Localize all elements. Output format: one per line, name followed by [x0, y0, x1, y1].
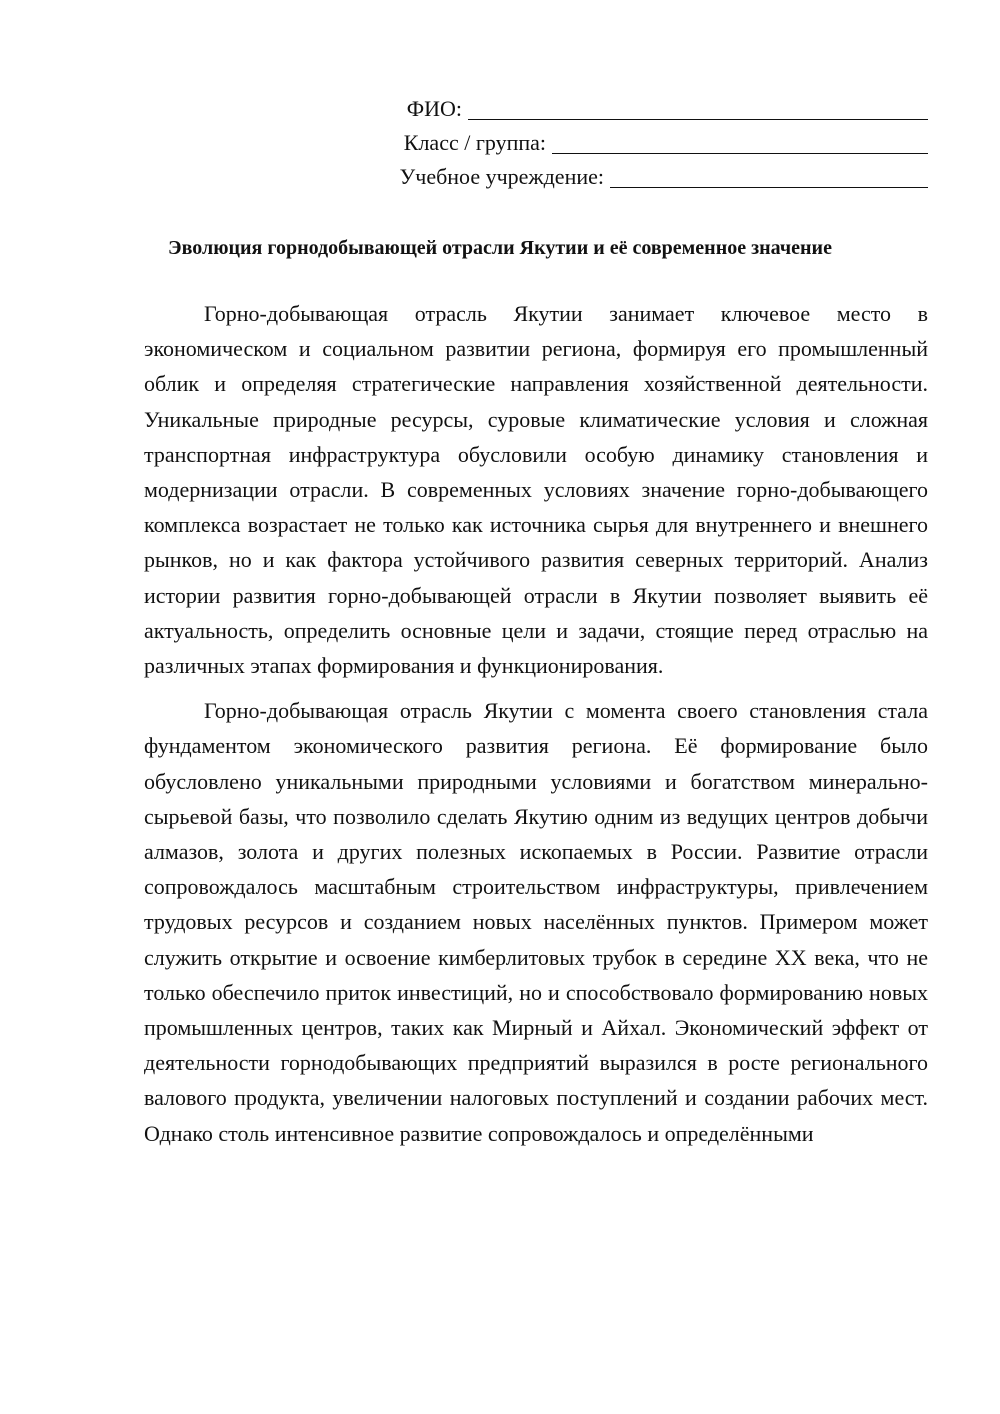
paragraph: Горно-добывающая отрасль Якутии с момента своего становления стала фундаментом экономического развития региона. Её формирование было обусловлено уникальными природными условиями и богатством минерально-сырьевой базы, что позволило сделать Якутию одним из ведущих центров добычи алмазов, золота и других полезных ископаемых в России. Развитие отрасли сопровождалось масштабным строительством инфраструктуры, привлечением трудовых ресурсов и созданием новых населённых пунктов. Примером может служить открытие и освоение кимберлитовых трубок в середине XX века, что не только обеспечило приток инвестиций, но и способствовало формированию новых промышленных центров, таких как Мирный и Айхал. Экономический эффект от деятельности горнодобывающих предприятий выразился в росте регионального валового продукта, увеличении налоговых поступлений и создании рабочих мест. Однако столь интенсивное развитие сопровождалось и определёнными — [144, 698, 928, 1146]
paragraph: Горно-добывающая отрасль Якутии занимает ключевое место в экономическом и социальном развитии региона, формируя его промышленный облик и определяя стратегические направления хозяйственной деятельности. Уникальные природные ресурсы, суровые климатические условия и сложная транспортная инфраструктура обусловили особую динамику становления и модернизации отрасли. В современных условиях значение горно-добывающего комплекса возрастает не только как источника сырья для внутреннего и внешнего рынков, но и как фактора устойчивого развития северных территорий. Анализ истории развития горно-добывающей отрасли в Якутии позволяет выявить её актуальность, определить основные цели и задачи, стоящие перед отраслью на различных этапах формирования и функционирования. — [144, 301, 928, 679]
field-institution-label: Учебное учреждение: — [399, 164, 604, 189]
field-class-group-blank[interactable] — [552, 129, 928, 154]
header-fields — [348, 92, 928, 194]
field-class-group-label: Класс / группа: — [403, 130, 546, 155]
field-fio — [348, 92, 928, 126]
document-title: Эволюция горнодобывающей отрасли Якутии и её современное значение — [168, 237, 832, 259]
field-fio-blank[interactable] — [468, 95, 928, 120]
field-institution — [348, 160, 928, 194]
field-fio-label: ФИО: — [406, 96, 462, 121]
field-class-group — [348, 126, 928, 160]
document-body — [144, 296, 928, 1161]
field-institution-blank[interactable] — [610, 163, 928, 188]
